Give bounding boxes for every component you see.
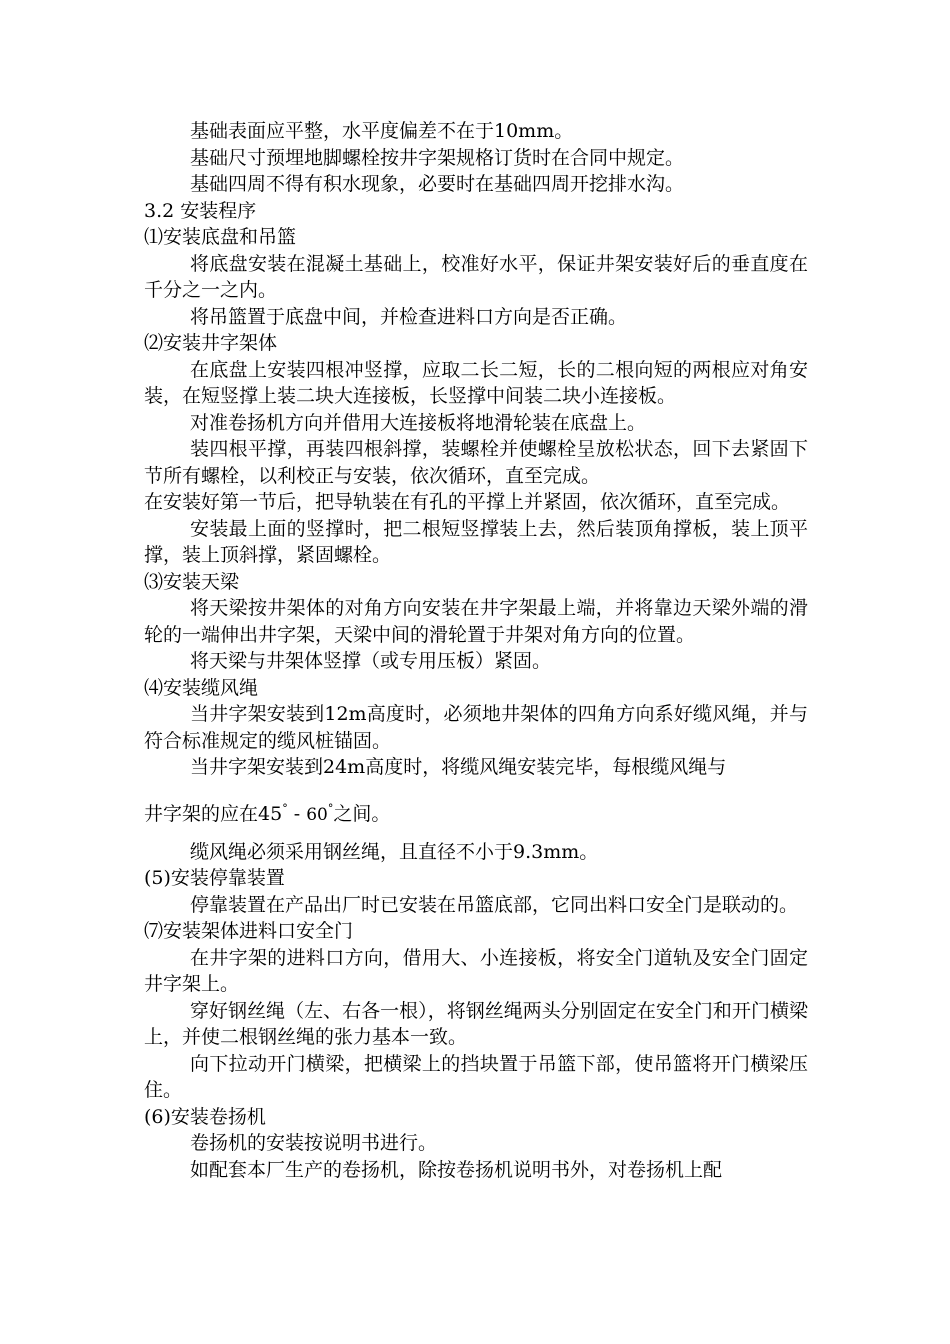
paragraph: 卷扬机的安装按说明书进行。 <box>190 1132 438 1154</box>
paragraph: 当井字架安装到24m高度时，将缆风绳安装完毕，每根缆风绳与 <box>190 756 727 778</box>
paragraph: 停靠装置在产品出厂时已安装在吊篮底部，它同出料口安全门是联动的。 <box>190 893 799 916</box>
paragraph: 当井字架安装到12m高度时，必须地井架体的四角方向系好缆风绳，并与符合标准规定的缆风桩锚固。 <box>144 703 808 752</box>
degree-sign: ° <box>282 801 288 815</box>
angle-min: 45 <box>258 802 283 825</box>
paragraph: 基础表面应平整，水平度偏差不在于10mm。 <box>190 120 574 142</box>
paragraph: 如配套本厂生产的卷扬机，除按卷扬机说明书外，对卷扬机上配 <box>190 1158 723 1181</box>
paragraph: 在井字架的进料口方向，借用大、小连接板，将安全门道轨及安全门固定井字架上。 <box>144 946 808 995</box>
paragraph: 将吊篮置于底盘中间，并检查进料口方向是否正确。 <box>190 305 628 328</box>
section-line: ⑶安装天梁 <box>144 570 240 593</box>
paragraph: 对准卷扬机方向并借用大连接板将地滑轮装在底盘上。 <box>190 411 647 434</box>
paragraph: 基础四周不得有积水现象，必要时在基础四周开挖排水沟。 <box>190 173 685 195</box>
paragraph: 安装最上面的竖撑时，把二根短竖撑装上去，然后装顶角撑板，装上顶平撑，装上顶斜撑，紧固螺栓。 <box>144 517 808 566</box>
paragraph-group-2 <box>144 839 808 1184</box>
section-line: ⑵安装井字架体 <box>144 332 278 354</box>
paragraph: 将天梁与井架体竖撑（或专用压板）紧固。 <box>190 650 552 672</box>
section-line: ⑴安装底盘和吊篮 <box>144 226 297 248</box>
section-line: ⑺安装架体进料口安全门 <box>144 920 354 942</box>
degree-sign: ° <box>327 801 334 815</box>
section-line: 在安装好第一节后，把导轨装在有孔的平撑上并紧固，依次循环，直至完成。 <box>144 491 791 513</box>
paragraph-group-1 <box>144 118 808 781</box>
section-line: (6)安装卷扬机 <box>144 1105 266 1128</box>
paragraph: 将天梁按井架体的对角方向安装在井字架最上端，并将靠边天梁外端的滑轮的一端伸出井字架，天梁中间的滑轮置于井架对角方向的位置。 <box>144 597 808 646</box>
angle-dash: - <box>287 802 307 825</box>
paragraph: 穿好钢丝绳（左、右各一根），将钢丝绳两头分别固定在安全门和开门横梁上，并使二根钢丝绳的张力基本一致。 <box>144 999 808 1048</box>
section-line: ⑷安装缆风绳 <box>144 676 259 699</box>
paragraph: 将底盘安装在混凝土基础上，校准好水平，保证井架安装好后的垂直度在千分之一之内。 <box>144 252 808 301</box>
angle-line-end: 之间。 <box>333 802 391 825</box>
angle-max: 60 <box>306 804 328 825</box>
paragraph: 向下拉动开门横梁，把横梁上的挡块置于吊篮下部，使吊篮将开门横梁压住。 <box>144 1052 808 1101</box>
document-body <box>144 118 808 1183</box>
paragraph: 装四根平撑，再装四根斜撑，装螺栓并使螺栓呈放松状态，回下去紧固下节所有螺栓，以利校正与安装，依次循环，直至完成。 <box>144 438 808 487</box>
section-line: (5)安装停靠装置 <box>144 867 285 889</box>
section-line: 3.2 安装程序 <box>144 199 257 222</box>
paragraph: 缆风绳必须采用钢丝绳，且直径不小于9.3mm。 <box>190 840 599 863</box>
paragraph: 在底盘上安装四根冲竖撑，应取二长二短，长的二根向短的两根应对角安装，在短竖撑上装二块大连接板，长竖撑中间装二块小连接板。 <box>144 358 808 407</box>
paragraph: 基础尺寸预埋地脚螺栓按井字架规格订货时在合同中规定。 <box>190 146 685 169</box>
angle-line-text: 井字架的应在 <box>144 802 259 825</box>
angle-line <box>144 787 808 837</box>
